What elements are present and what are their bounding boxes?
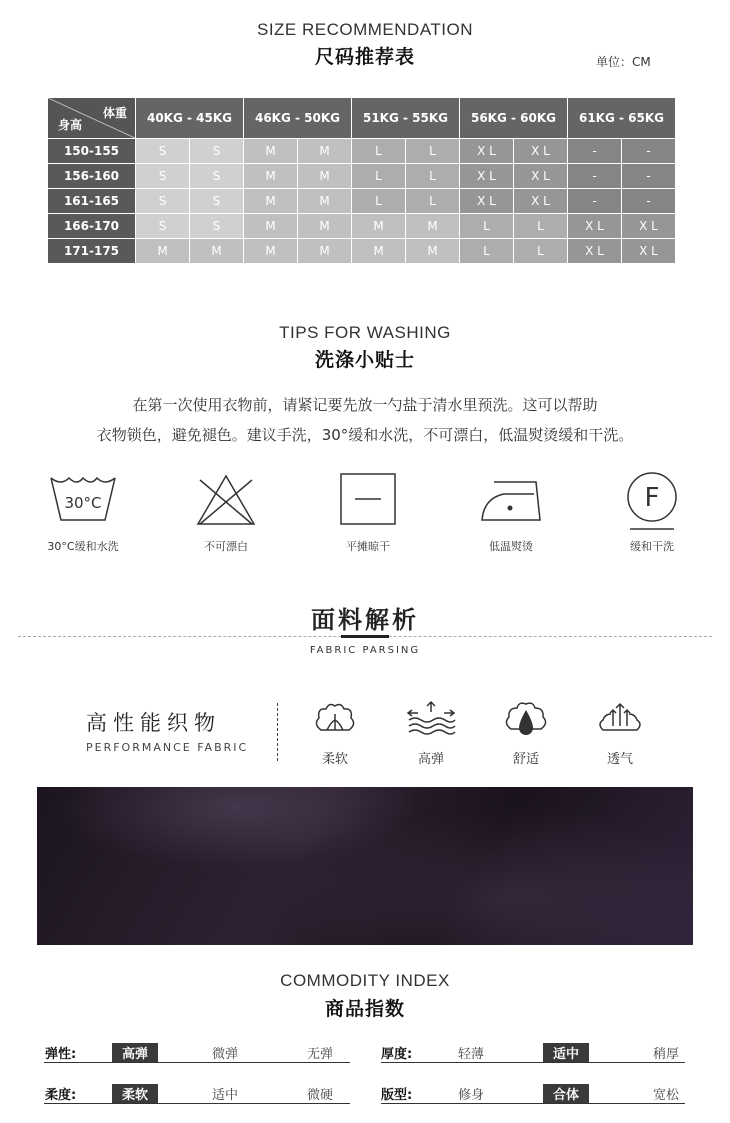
size-cell: - [622, 189, 675, 213]
gentle-dry-clean-icon [621, 472, 683, 532]
size-cell: X L [568, 214, 621, 238]
size-unit: 单位：CM [596, 55, 651, 69]
no-bleach-item [166, 472, 286, 554]
fabric-divider-accent [341, 635, 389, 638]
size-cell: L [514, 214, 567, 238]
size-cell: L [406, 139, 459, 163]
size-cell: S [136, 139, 189, 163]
wash-temp-text: 30°C [64, 494, 102, 512]
washing-title-cn: 洗涤小贴士 [314, 349, 415, 371]
size-rows [48, 139, 675, 263]
size-cell: M [244, 239, 297, 263]
no-bleach-icon [194, 472, 258, 528]
size-table-wrap [47, 97, 676, 264]
commodity-title-cn: 商品指数 [324, 998, 405, 1020]
index-underline [381, 1103, 685, 1104]
size-cell: X L [622, 214, 675, 238]
size-cell: M [244, 189, 297, 213]
wash-label: 缓和干洗 [630, 540, 674, 553]
size-cell: L [352, 164, 405, 188]
index-option: 宽松 [653, 1088, 680, 1103]
index-option-selected: 柔软 [112, 1084, 158, 1103]
flat-dry-item [308, 472, 428, 554]
height-range: 171-175 [48, 239, 135, 263]
feature-label: 高弹 [417, 752, 444, 767]
comfort-icon [503, 700, 549, 742]
size-cell: L [460, 214, 513, 238]
index-option: 微弹 [212, 1047, 239, 1062]
size-cell: X L [460, 139, 513, 163]
size-row [48, 164, 675, 188]
size-cell: M [136, 239, 189, 263]
size-cell: L [514, 239, 567, 263]
size-cell: S [190, 139, 243, 163]
weight-header: 61KG - 65KG [568, 98, 675, 138]
cotton-icon [313, 700, 357, 742]
size-cell: L [352, 139, 405, 163]
washing-text-line1: 在第一次使用衣物前，请紧记要先放一勺盐于清水里预洗。这可以帮助 [132, 396, 598, 414]
size-cell: M [190, 239, 243, 263]
size-cell: M [244, 164, 297, 188]
wash-30-icon [47, 472, 119, 528]
fabric-title-cn: 面料解析 [311, 606, 419, 634]
feature-soft [300, 700, 370, 767]
height-range: 166-170 [48, 214, 135, 238]
size-row [48, 214, 675, 238]
feature-stretch [396, 700, 466, 767]
size-cell: M [352, 239, 405, 263]
size-cell: X L [568, 239, 621, 263]
index-label: 柔度: [45, 1088, 77, 1103]
size-cell: M [298, 164, 351, 188]
index-underline [44, 1062, 350, 1063]
height-range: 150-155 [48, 139, 135, 163]
height-range: 156-160 [48, 164, 135, 188]
size-cell: X L [622, 239, 675, 263]
feature-comfort [491, 700, 561, 767]
index-option-selected: 合体 [543, 1084, 589, 1103]
size-cell: S [190, 189, 243, 213]
size-cell: - [568, 164, 621, 188]
performance-title-en: PERFORMANCE FABRIC [86, 741, 249, 754]
commodity-title-en: COMMODITY INDEX [280, 971, 450, 990]
size-cell: M [298, 189, 351, 213]
size-cell: S [136, 214, 189, 238]
feature-breathable [585, 700, 655, 767]
height-range: 161-165 [48, 189, 135, 213]
index-option: 稍厚 [653, 1047, 680, 1062]
weight-header: 56KG - 60KG [460, 98, 567, 138]
size-cell: S [136, 189, 189, 213]
feature-label: 舒适 [512, 752, 539, 767]
low-iron-icon [478, 472, 544, 528]
wash-label: 不可漂白 [204, 540, 248, 553]
size-cell: L [460, 239, 513, 263]
index-underline [44, 1103, 350, 1104]
wash-label: 30°C缓和水洗 [47, 540, 119, 553]
size-cell: M [298, 139, 351, 163]
size-row [48, 239, 675, 263]
size-cell: L [406, 189, 459, 213]
index-option-selected: 适中 [543, 1043, 589, 1062]
size-cell: X L [514, 164, 567, 188]
wash-30-item [23, 472, 143, 554]
index-label: 厚度: [381, 1047, 413, 1062]
size-cell: L [406, 164, 459, 188]
size-cell: - [622, 139, 675, 163]
size-cell: M [244, 139, 297, 163]
size-cell: M [244, 214, 297, 238]
size-cell: M [298, 239, 351, 263]
size-table-corner [48, 98, 135, 138]
size-cell: - [568, 139, 621, 163]
size-row [48, 189, 675, 213]
size-cell: M [406, 214, 459, 238]
dry-clean-letter: F [644, 483, 660, 513]
performance-divider [277, 703, 278, 761]
size-cell: X L [514, 139, 567, 163]
size-cell: S [190, 214, 243, 238]
low-iron-item [451, 472, 571, 554]
wash-label: 平摊晾干 [346, 540, 390, 553]
size-cell: M [352, 214, 405, 238]
index-option: 无弹 [307, 1047, 334, 1062]
size-cell: M [406, 239, 459, 263]
size-title-en: SIZE RECOMMENDATION [256, 20, 474, 39]
weight-header: 40KG - 45KG [136, 98, 243, 138]
gentle-dry-clean-item [592, 472, 712, 554]
wash-label: 低温熨烫 [489, 540, 533, 553]
size-cell: X L [514, 189, 567, 213]
feature-label: 透气 [606, 752, 633, 767]
size-row [48, 139, 675, 163]
feature-label: 柔软 [321, 752, 348, 767]
washing-title-en: TIPS FOR WASHING [279, 323, 451, 342]
size-title-cn: 尺码推荐表 [314, 46, 415, 68]
index-option-selected: 高弹 [112, 1043, 158, 1062]
size-table [47, 97, 676, 264]
size-cell: - [622, 164, 675, 188]
washing-text-line2: 衣物锁色，避免褪色。建议手洗，30°缓和水洗，不可漂白，低温熨烫缓和干洗。 [96, 426, 634, 444]
fabric-title-en: FABRIC PARSING [309, 645, 421, 656]
index-option: 微硬 [307, 1088, 334, 1103]
performance-title-cn: 高性能织物 [86, 711, 221, 735]
flat-dry-icon [339, 472, 397, 528]
size-cell: S [190, 164, 243, 188]
corner-height-label: 身高 [58, 118, 83, 132]
index-label: 版型: [381, 1088, 413, 1103]
index-label: 弹性: [45, 1047, 77, 1062]
index-option: 适中 [212, 1088, 239, 1103]
index-option: 修身 [458, 1088, 485, 1103]
index-underline [381, 1062, 685, 1063]
stretch-icon [406, 700, 456, 742]
size-cell: - [568, 189, 621, 213]
index-option: 轻薄 [458, 1047, 485, 1062]
weight-header: 46KG - 50KG [244, 98, 351, 138]
breathable-icon [597, 700, 643, 742]
fabric-swatch-image [37, 787, 693, 945]
size-cell: M [298, 214, 351, 238]
size-cell: X L [460, 164, 513, 188]
size-cell: L [352, 189, 405, 213]
size-cell: S [136, 164, 189, 188]
size-cell: X L [460, 189, 513, 213]
weight-header: 51KG - 55KG [352, 98, 459, 138]
corner-weight-label: 体重 [102, 106, 127, 120]
